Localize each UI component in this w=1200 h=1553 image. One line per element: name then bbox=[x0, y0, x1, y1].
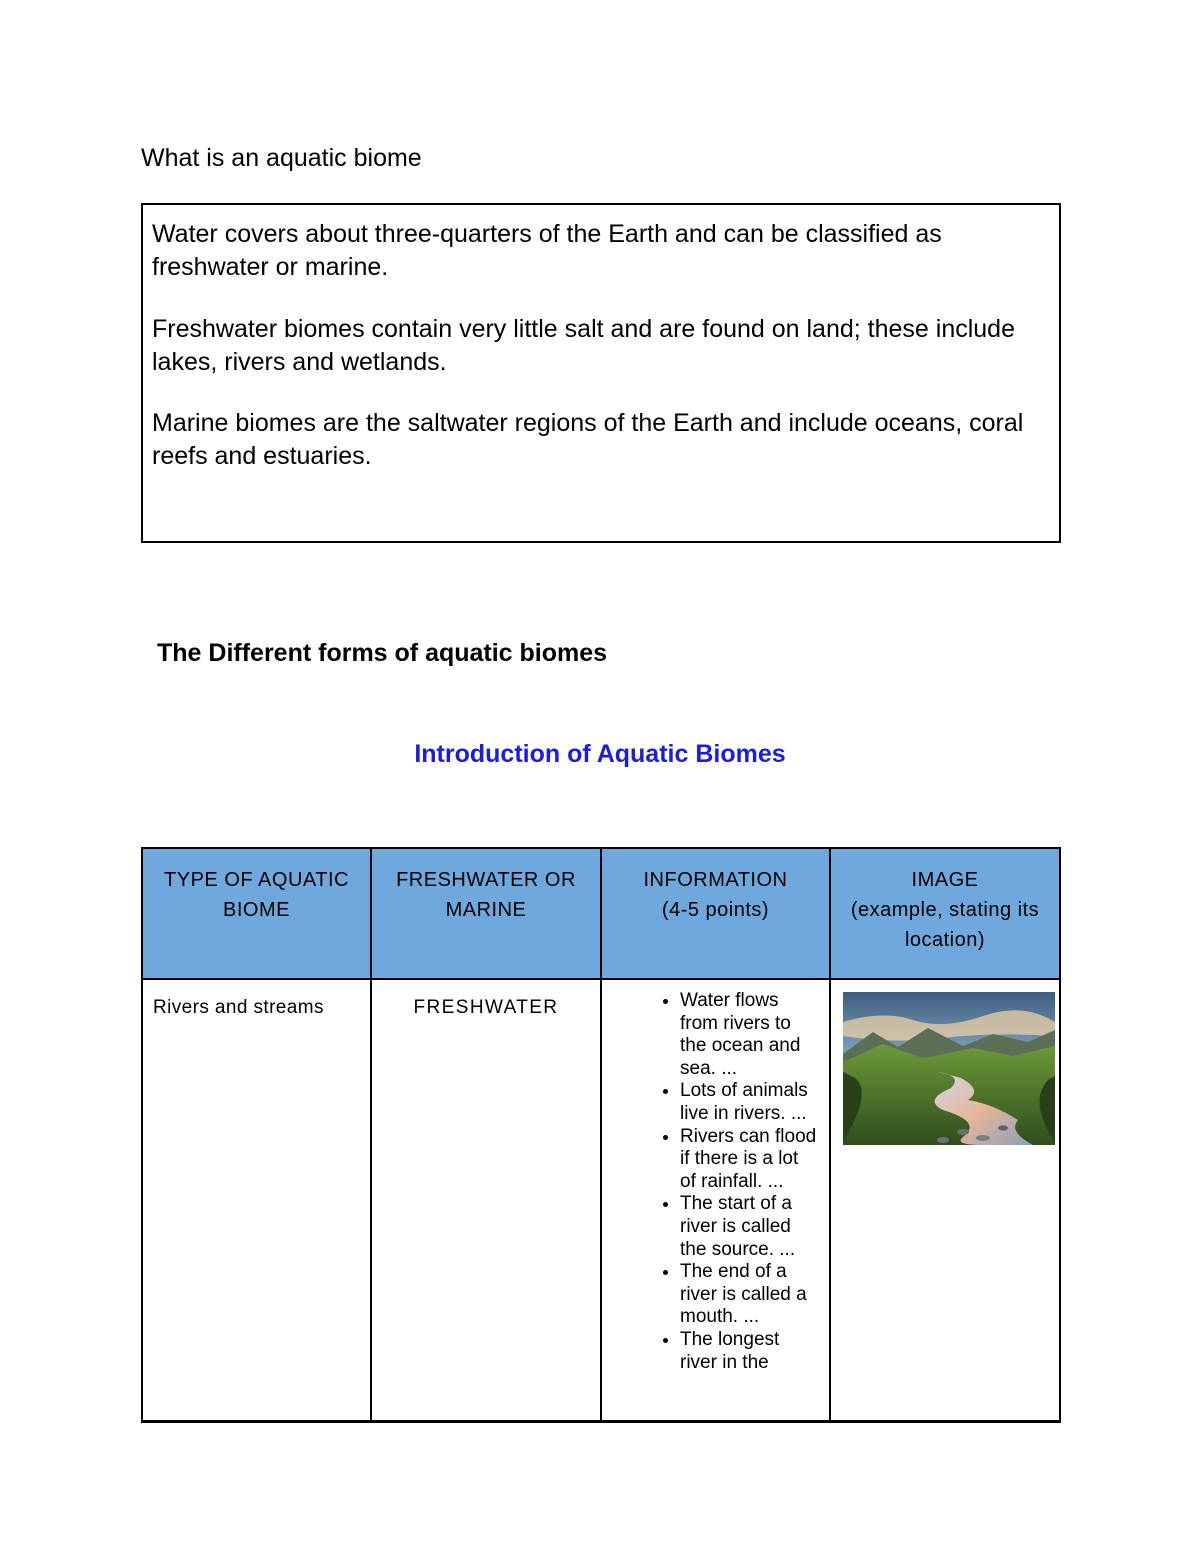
header-type bbox=[142, 848, 371, 979]
mountain-stream-photo bbox=[843, 992, 1055, 1145]
information-point: • Rivers can flood if there is a lot of rainfall. ... bbox=[680, 1126, 817, 1194]
definition-paragraph-1: Water covers about three-quarters of the Earth and can be classified as freshwater or marine. bbox=[152, 220, 942, 281]
header-information-label: INFORMATION bbox=[643, 869, 788, 891]
cell-freshwater-or-marine: FRESHWATER bbox=[371, 979, 601, 1422]
aquatic-biome-table bbox=[141, 847, 1061, 1423]
header-image-label: IMAGE bbox=[911, 869, 979, 891]
information-point: • Lots of animals live in rivers. ... bbox=[680, 1080, 817, 1125]
header-image bbox=[830, 848, 1060, 979]
section-heading: The Different forms of aquatic biomes bbox=[157, 639, 608, 667]
information-point: • The end of a river is called a mouth. ... bbox=[680, 1261, 817, 1329]
cell-biome-type: Rivers and streams bbox=[142, 979, 371, 1422]
cell-information bbox=[601, 979, 830, 1422]
question-heading: What is an aquatic biome bbox=[141, 144, 422, 172]
header-kind bbox=[371, 848, 601, 979]
cell-image bbox=[830, 979, 1060, 1422]
definition-box bbox=[141, 203, 1061, 543]
header-information bbox=[601, 848, 830, 979]
information-point: • The start of a river is called the source. ... bbox=[680, 1193, 817, 1261]
header-kind-label: FRESHWATER OR MARINE bbox=[396, 869, 576, 921]
header-image-sublabel: (example, stating its location) bbox=[850, 899, 1040, 951]
header-information-sublabel: (4-5 points) bbox=[661, 899, 770, 921]
definition-paragraph-2: Freshwater biomes contain very little salt and are found on land; these include lakes, rivers and wetlands. bbox=[152, 315, 1015, 376]
table-header-row bbox=[142, 848, 1060, 979]
definition-paragraph-3: Marine biomes are the saltwater regions of the Earth and include oceans, coral reefs and estuaries. bbox=[152, 409, 1024, 470]
information-point: • Water flows from rivers to the ocean and sea. ... bbox=[680, 990, 817, 1080]
table-row bbox=[142, 979, 1060, 1422]
header-type-label: TYPE OF AQUATIC BIOME bbox=[164, 869, 349, 921]
information-point: • The longest river in the bbox=[680, 1329, 817, 1374]
table-title: Introduction of Aquatic Biomes bbox=[414, 740, 786, 768]
information-list bbox=[602, 990, 817, 1374]
